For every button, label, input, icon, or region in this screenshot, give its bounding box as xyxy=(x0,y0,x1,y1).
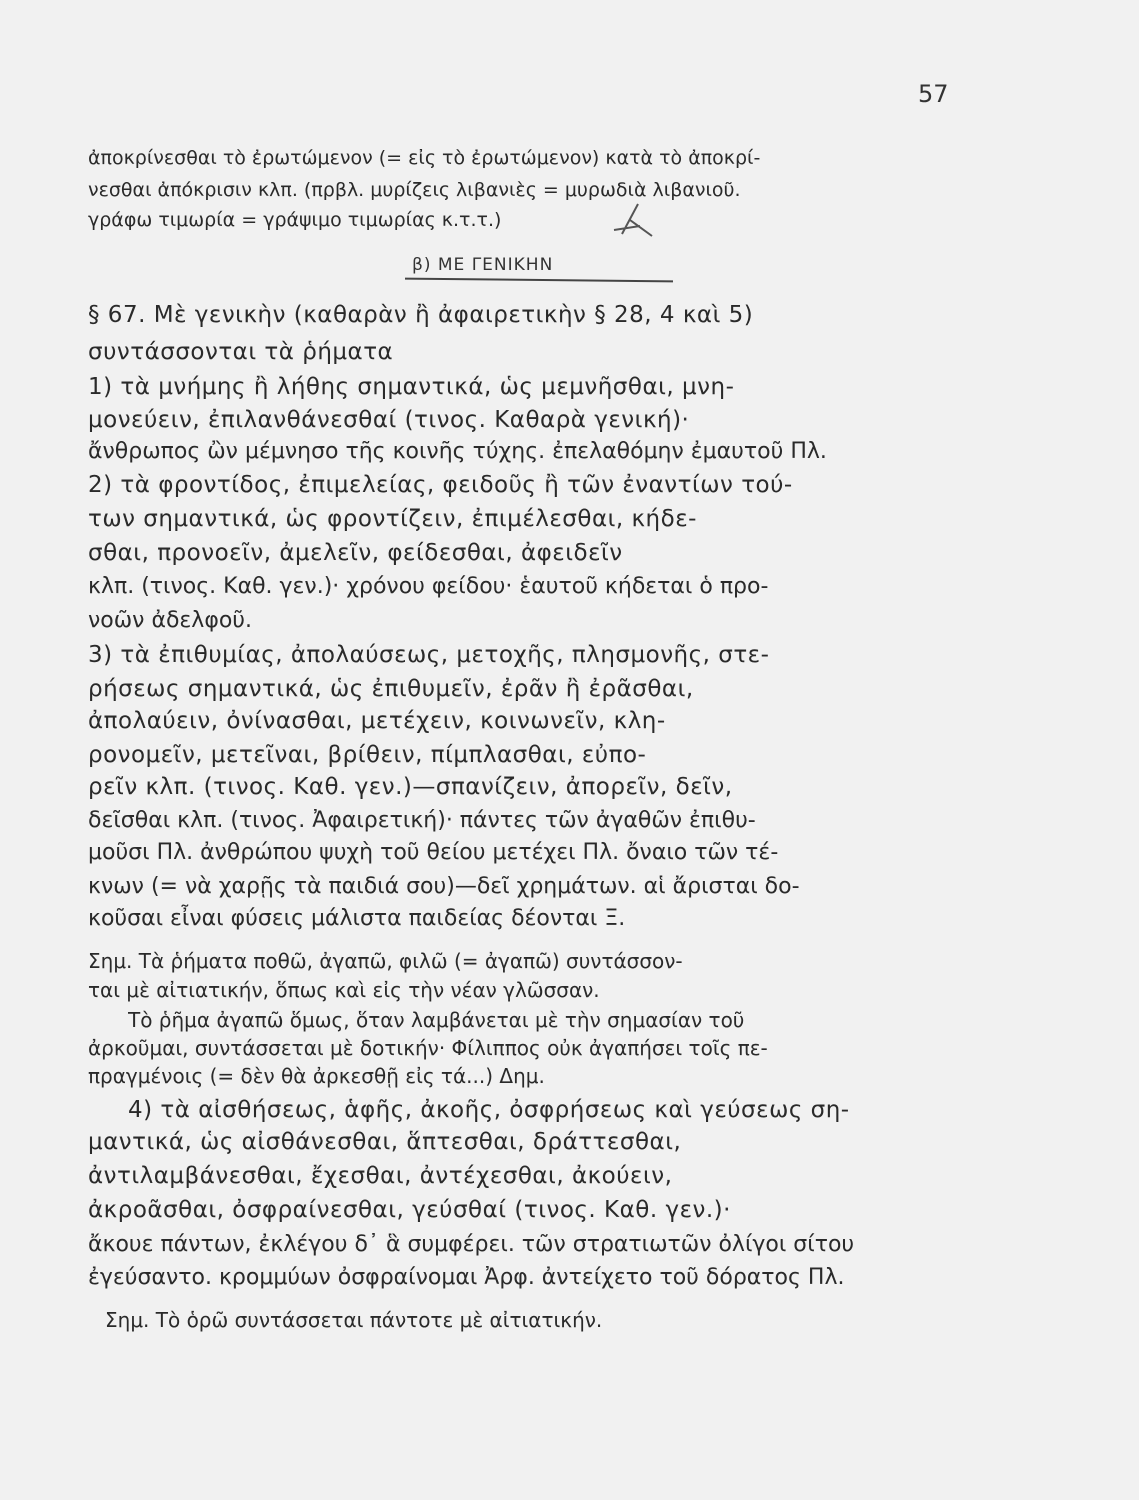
text-line: ἐγεύσαντο. κρομμύων ὀσφραίνομαι Ἀρφ. ἀντείχετο τοῦ δόρατος Πλ. xyxy=(88,1265,845,1290)
text-line: ρεῖν κλπ. (τινος. Καθ. γεν.)—σπανίζειν, ἀπορεῖν, δεῖν, xyxy=(88,774,733,800)
text-line: ἀποκρίνεσθαι τὸ ἐρωτώμενον (= εἰς τὸ ἐρωτώμενον) κατὰ τὸ ἀποκρί- xyxy=(88,147,761,169)
text-line: ἀρκοῦμαι, συντάσσεται μὲ δοτικήν· Φίλιππος οὐκ ἀγαπήσει τοῖς πε- xyxy=(88,1036,768,1060)
text-line: ἄκουε πάντων, ἐκλέγου δ᾽ ἃ συμφέρει. τῶν στρατιωτῶν ὀλίγοι σίτου xyxy=(88,1232,855,1257)
text-line: γράφω τιμωρία = γράψιμο τιμωρίας κ.τ.τ.) xyxy=(88,209,502,231)
section-heading: β) ΜΕ ΓΕΝΙΚΗΝ xyxy=(412,255,554,275)
text-line: ἀντιλαμβάνεσθαι, ἔχεσθαι, ἀντέχεσθαι, ἀκούειν, xyxy=(88,1163,673,1189)
text-line: ἀπολαύειν, ὀνίνασθαι, μετέχειν, κοινωνεῖν, κλη- xyxy=(88,708,666,734)
text-line: μαντικά, ὡς αἰσθάνεσθαι, ἅπτεσθαι, δράττεσθαι, xyxy=(88,1129,682,1155)
text-line: ται μὲ αἰτιατικήν, ὅπως καὶ εἰς τὴν νέαν γλῶσσαν. xyxy=(88,978,600,1002)
text-line: σθαι, προνοεῖν, ἀμελεῖν, φείδεσθαι, ἀφειδεῖν xyxy=(88,540,623,566)
text-line: νοῶν ἀδελφοῦ. xyxy=(88,608,253,633)
text-line: των σημαντικά, ὡς φροντίζειν, ἐπιμέλεσθαι, κήδε- xyxy=(88,506,697,532)
text-line: 4) τὰ αἰσθήσεως, ἁφῆς, ἀκοῆς, ὀσφρήσεως καὶ γεύσεως ση- xyxy=(128,1097,850,1123)
text-line: § 67. Μὲ γενικὴν (καθαρὰν ἢ ἀφαιρετικὴν § 28, 4 καὶ 5) xyxy=(88,302,754,328)
text-line: 2) τὰ φροντίδος, ἐπιμελείας, φειδοῦς ἢ τῶν ἐναντίων τού- xyxy=(88,472,793,498)
text-line: νεσθαι ἀπόκρισιν κλπ. (πρβλ. μυρίζεις λιβανιὲς = μυρωδιὰ λιβανιοῦ. xyxy=(88,179,741,201)
text-line: κλπ. (τινος. Καθ. γεν.)· χρόνου φείδου· ἑαυτοῦ κήδεται ὁ προ- xyxy=(88,574,769,599)
text-line: μοῦσι Πλ. ἀνθρώπου ψυχὴ τοῦ θείου μετέχει Πλ. ὄναιο τῶν τέ- xyxy=(88,840,779,865)
text-line: μονεύειν, ἐπιλανθάνεσθαί (τινος. Καθαρὰ γενική)· xyxy=(88,407,690,433)
text-line: συντάσσονται τὰ ῥήματα xyxy=(88,339,394,365)
text-line: 1) τὰ μνήμης ἢ λήθης σημαντικά, ὡς μεμνῆσθαι, μνη- xyxy=(88,374,735,400)
text-line: 3) τὰ ἐπιθυμίας, ἀπολαύσεως, μετοχῆς, πλησμονῆς, στε- xyxy=(88,642,770,668)
text-line: δεῖσθαι κλπ. (τινος. Ἀφαιρετική)· πάντες τῶν ἀγαθῶν ἐπιθυ- xyxy=(88,808,756,833)
text-line: κνων (= νὰ χαρῇς τὰ παιδιά σου)—δεῖ χρημάτων. αἱ ἄρισται δο- xyxy=(88,874,800,899)
text-line: ρονομεῖν, μετεῖναι, βρίθειν, πίμπλασθαι, εὐπο- xyxy=(88,742,647,768)
text-line: κοῦσαι εἶναι φύσεις μάλιστα παιδείας δέονται Ξ. xyxy=(88,906,626,931)
text-line: Σημ. Τὰ ῥήματα ποθῶ, ἀγαπῶ, φιλῶ (= ἀγαπῶ) συντάσσον- xyxy=(88,949,683,973)
text-line: Σημ. Τὸ ὁρῶ συντάσσεται πάντοτε μὲ αἰτιατικήν. xyxy=(105,1308,603,1332)
text-line: πραγμένοις (= δὲν θὰ ἀρκεσθῇ εἰς τά...) Δημ. xyxy=(88,1064,545,1088)
heading-underline xyxy=(405,278,673,283)
text-line: Τὸ ῥῆμα ἀγαπῶ ὅμως, ὅταν λαμβάνεται μὲ τὴν σημασίαν τοῦ xyxy=(128,1008,745,1032)
text-line: ἀκροᾶσθαι, ὀσφραίνεσθαι, γεύσθαί (τινος. Καθ. γεν.)· xyxy=(88,1197,731,1223)
text-line: ἄνθρωπος ὢν μέμνησο τῆς κοινῆς τύχης. ἐπελαθόμην ἐμαυτοῦ Πλ. xyxy=(88,439,827,464)
page-number: 57 xyxy=(918,80,949,108)
text-line: ρήσεως σημαντικά, ὡς ἐπιθυμεῖν, ἐρᾶν ἢ ἐρᾶσθαι, xyxy=(88,676,694,702)
handwritten-mark-icon xyxy=(608,200,658,240)
